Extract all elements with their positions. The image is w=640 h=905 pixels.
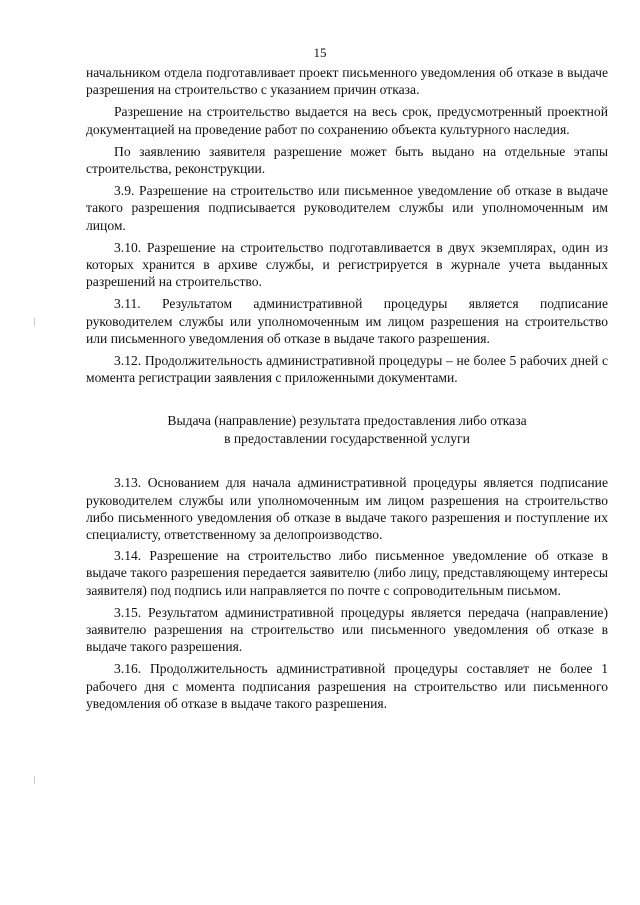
scan-margin-mark — [34, 776, 35, 784]
paragraph-3-12: 3.12. Продолжительность административной процедуры – не более 5 рабочих дней с момента регистрации заявления с приложенными документами. — [86, 353, 608, 386]
paragraph-3-16: 3.16. Продолжительность административной процедуры составляет не более 1 рабочего дня с момента подписания разрешения на строительство или письменного уведомления об отказе в выдаче такого разрешения. — [86, 661, 608, 711]
scan-margin-mark — [34, 318, 35, 326]
paragraph-3-14: 3.14. Разрешение на строительство либо письменное уведомление об отказе в выдаче такого разрешения передается заявителю (либо лицу, представляющему интересы заявителя) под подпись или направляется по почте с сопроводительным письмом. — [86, 548, 608, 598]
section-heading-line: в предоставлении государственной услуги — [224, 430, 470, 446]
paragraph-3-9: 3.9. Разрешение на строительство или письменное уведомление об отказе в выдаче такого разрешения подписывается руководителем службы или уполномоченным им лицом. — [86, 183, 608, 233]
paragraph-3-15: 3.15. Результатом административной процедуры является передача (направление) заявителю разрешения на строительство или письменного уведомления об отказе в выдаче такого разрешения. — [86, 604, 608, 655]
document-body — [86, 64, 608, 717]
section-heading-line: Выдача (направление) результата предоставления либо отказа — [167, 413, 527, 429]
paragraph-3-13: 3.13. Основанием для начала административной процедуры является подписание руководителем службы или уполномоченным им лицом разрешения на строительство либо письменного уведомления об отказе в выдаче такого разрешения и поступление их специалисту, ответственному за делопроизводство. — [86, 475, 608, 543]
section-heading — [86, 412, 608, 447]
paragraph-3-11: 3.11. Результатом административной процедуры является подписание руководителем службы или уполномоченным им лицом разрешения на строительство или письменного уведомления об отказе в выдаче такого разрешения. — [86, 296, 608, 346]
paragraph-3-10: 3.10. Разрешение на строительство подготавливается в двух экземплярах, один из которых хранится в архиве службы, и регистрируется в журнале учета выданных разрешений на строительство. — [86, 239, 608, 290]
paragraph: По заявлению заявителя разрешение может быть выдано на отдельные этапы строительства, реконструкции. — [86, 143, 608, 177]
paragraph: Разрешение на строительство выдается на весь срок, предусмотренный проектной документацией на проведение работ по сохранению объекта культурного наследия. — [86, 104, 608, 137]
page-number: 15 — [313, 45, 327, 60]
paragraph: начальником отдела подготавливает проект письменного уведомления об отказе в выдаче разрешения на строительство с указанием причин отказа. — [86, 65, 608, 98]
